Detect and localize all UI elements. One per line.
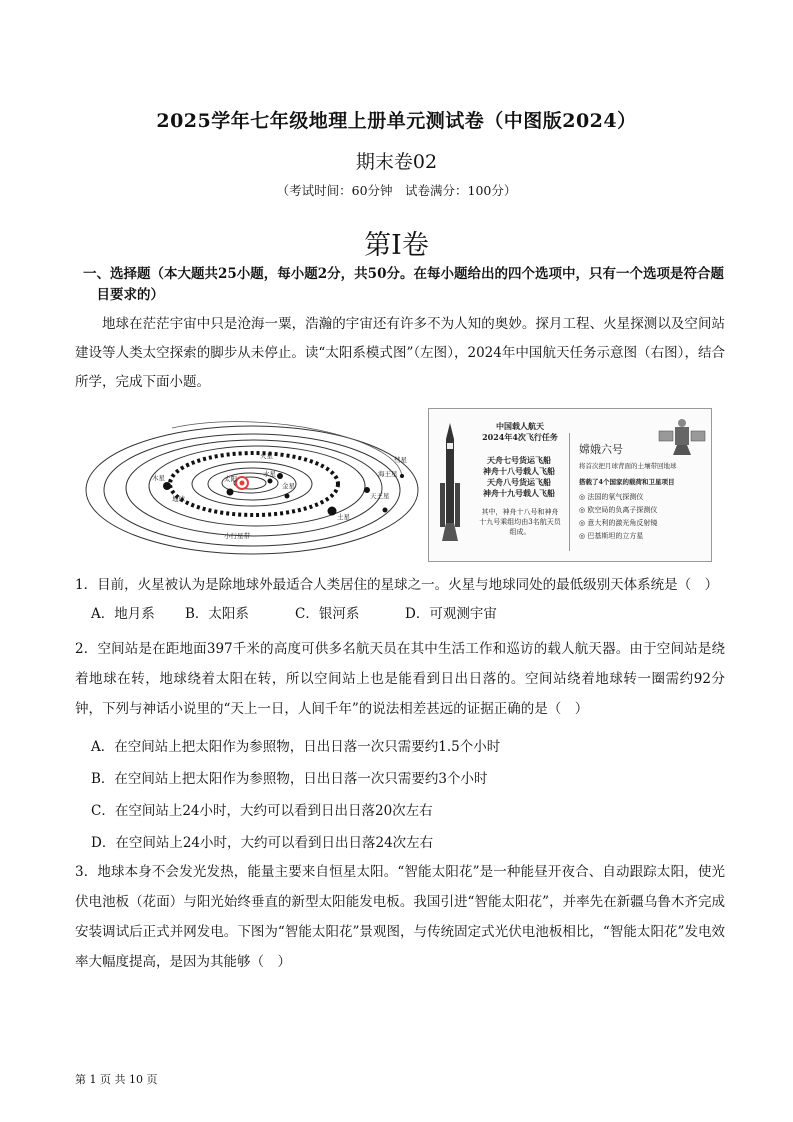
- label-earth: 地球: [172, 495, 185, 503]
- option-c[interactable]: C．银河系: [295, 606, 360, 622]
- question-3-stem: 3．地球本身不会发光发热，能量主要来自恒星太阳。“智能太阳花”是一种能昼开夜合、自动跟踪太阳，使光伏电池板（花面）与阳光始终垂直的新型太阳能发电板。我国引进“智能太阳花”，并率先在新疆乌鲁木齐完成安装调试后正式并网发电。下图为“智能太阳花”景观图，与传统固定式光伏电池板相比，“智能太阳花”发电效率大幅度提高，是因为其能够（ ）: [75, 864, 725, 970]
- option-d[interactable]: D．在空间站上24小时，大约可以看到日出日落24次左右: [91, 835, 434, 851]
- mission-left-title: 中国载人航天 2024年4次飞行任务: [482, 421, 558, 442]
- option-b[interactable]: B．太阳系: [185, 606, 249, 622]
- option-c[interactable]: C．在空间站上24小时，大约可以看到日出日落20次左右: [91, 803, 433, 819]
- payload-item-label: 欧空局的负离子探测仪: [587, 506, 658, 514]
- page-title: 2025学年七年级地理上册单元测试卷（中图版2024）: [156, 110, 637, 132]
- option-a[interactable]: A．地月系: [91, 606, 155, 622]
- page-subtitle: 期末卷02: [355, 151, 438, 173]
- venus-icon: [277, 473, 283, 479]
- label-mercury: 水星: [263, 470, 276, 478]
- option-a[interactable]: A．在空间站上把太阳作为参照物，日出日落一次只需要约1.5个小时: [91, 739, 501, 755]
- label-jupiter: 木星: [152, 474, 165, 482]
- question-1-stem: 1．目前，火星被认为是除地球外最适合人类居住的星球之一。火星与地球同处的最低级别天体系统是（ ）: [75, 577, 719, 593]
- earth-icon: [227, 489, 234, 496]
- option-b[interactable]: B．在空间站上把太阳作为参照物，日出日落一次只需要约3个小时: [91, 771, 488, 787]
- list-item: ◎ 欧空局的负离子探测仪: [579, 506, 658, 514]
- saturn-icon: [328, 507, 337, 516]
- label-neptune: 海王星: [378, 470, 398, 478]
- spacecraft-icon: [657, 415, 707, 457]
- mars-icon: [285, 494, 290, 499]
- mission-list: 天舟七号货运飞船 神舟十八号载人飞船 天舟八号货运飞船 神舟十九号载人飞船: [483, 455, 555, 498]
- solar-system-diagram: [82, 418, 422, 558]
- option-d[interactable]: D．可观测宇宙: [405, 606, 497, 622]
- list-item: ◎ 巴基斯坦的立方星: [579, 532, 644, 540]
- neptune-icon: [383, 508, 388, 513]
- comet-icon: [400, 474, 404, 478]
- orbit-ring: [104, 434, 400, 546]
- intro-paragraph: 地球在茫茫宇宙中只是沧海一粟，浩瀚的宇宙还有许多不为人知的奥妙。探月工程、火星探测以及空间站建设等人类太空探索的脚步从未停止。读“太阳系模式图”（左图），2024年中国航天任务示意图（右图），结合所学，完成下面小题。: [75, 316, 725, 390]
- payload-item-label: 巴基斯坦的立方星: [587, 532, 644, 540]
- label-sun: 太阳: [224, 475, 237, 483]
- mission-note: 其中，神舟十八号和神舟十九号乘组均由3名航天员组成。: [479, 508, 561, 536]
- divider: [569, 433, 570, 551]
- change6-subtitle: 将首次把月球背面的土壤带回地球: [579, 462, 677, 470]
- rocket-icon: [437, 423, 463, 555]
- space-mission-infographic: [428, 408, 712, 562]
- list-item: ◎ 法国的氡气探测仪: [579, 493, 644, 501]
- label-saturn: 土星: [337, 513, 350, 521]
- payload-item-label: 法国的氡气探测仪: [587, 493, 644, 501]
- payload-item-label: 意大利的激光角反射镜: [587, 519, 658, 527]
- jupiter-icon: [163, 482, 171, 490]
- payload-list: [579, 491, 707, 543]
- change6-title: 嫦娥六号: [579, 443, 623, 456]
- question-1-options: [91, 602, 497, 622]
- exam-info: （考试时间：60分钟 试卷满分：100分）: [276, 183, 517, 198]
- volume-heading: 第I卷: [364, 230, 429, 261]
- label-venus: 金星: [282, 482, 295, 490]
- question-2-stem: 2．空间站是在距地面397千米的高度可供多名航天员在其中生活工作和巡访的载人航天器。由于空间站是绕着地球在转，地球绕着太阳在转，所以空间站上也是能看到日出日落的。空间站绕着地球转一圈需约92分钟，下列与神话小说里的“天上一日，人间千年”的说法相差甚远的证据正确的是（ ）: [75, 641, 725, 717]
- mercury-icon: [268, 479, 273, 484]
- label-uranus: 天王星: [370, 492, 390, 500]
- change6-payload-heading: 搭载了4个国家的载荷和卫星项目: [579, 478, 675, 486]
- list-item: ◎ 意大利的激光角反射镜: [579, 519, 658, 527]
- page-footer: 第 1 页 共 10 页: [75, 1073, 158, 1086]
- label-belt: 小行星带: [224, 532, 250, 540]
- section-heading: 一、选择题（本大题共25小题，每小题2分，共50分。在每小题给出的四个选项中，只有一个选项是符合题目要求的）: [83, 266, 724, 303]
- label-comet: 彗星: [394, 456, 407, 464]
- label-mars: 火星: [260, 452, 273, 460]
